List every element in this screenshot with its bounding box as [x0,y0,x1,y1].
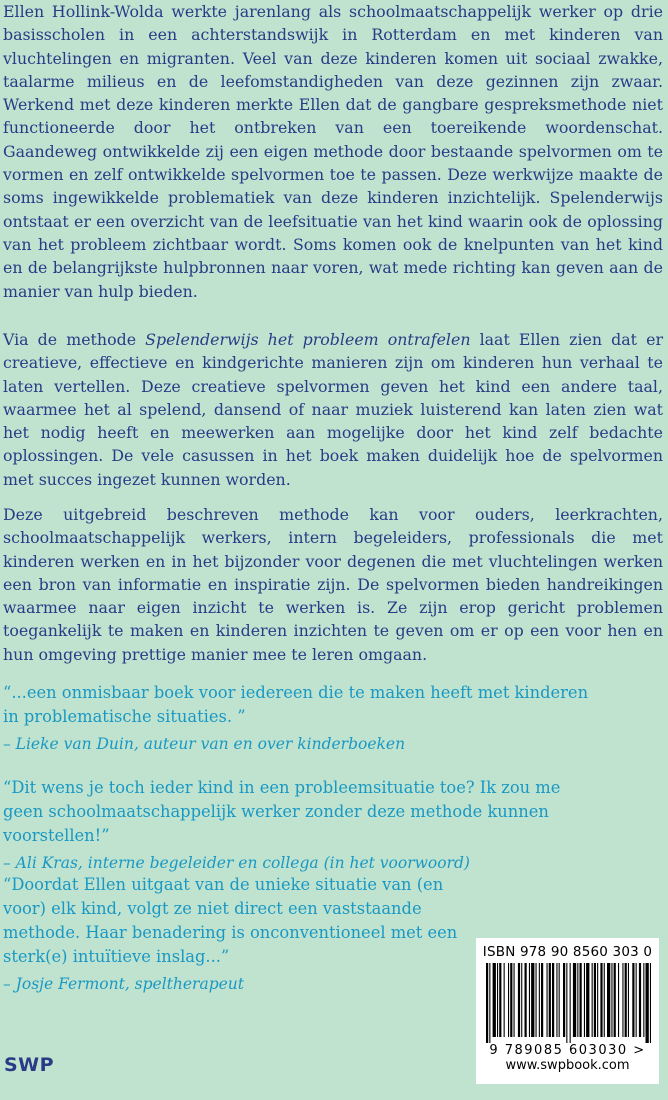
barcode-bar [503,963,504,1037]
quote-text: “...een onmisbaar boek voor iedereen die te maken heeft met kinderen in problematische situaties. ” [3,683,589,726]
barcode-bar [528,963,529,1037]
barcode-bar [497,963,498,1037]
barcode-bar [563,963,565,1037]
barcode-bar [632,963,634,1037]
barcode-bar [600,963,602,1037]
barcode-bar [627,963,628,1037]
barcode-bar [569,963,570,1043]
barcode-bar [521,963,522,1037]
barcode-bar [489,963,490,1043]
barcode-bar [499,963,501,1037]
barcode-bar [541,963,543,1037]
barcode-bar [558,963,559,1037]
barcode-bar [638,963,640,1037]
barcode-bar [603,963,604,1037]
quote-attribution: – Josje Fermont, speltherapeut [3,975,245,993]
publisher-url: www.swpbook.com [505,1058,630,1073]
barcode-bar [579,963,581,1037]
barcode-bar [492,963,495,1037]
quote-josje-fermont [3,873,463,995]
barcode-bar [649,963,650,1043]
barcode-bar [510,963,512,1037]
barcode-bar [611,963,612,1037]
barcode-bar [622,963,623,1037]
barcode-bar [552,963,554,1037]
isbn-barcode [476,938,659,1084]
barcode-bar [548,963,550,1037]
barcode-bar [538,963,539,1037]
isbn-label: ISBN 978 90 8560 303 0 [482,944,653,960]
barcode-icon [484,963,652,1043]
method-paragraph-rest: laat Ellen zien dat er creatieve, effectieve en kindgerichte manieren zijn om kinderen hun verhaal te laten vertellen. Deze creatieve spelvormen geven het kind een andere taal, waarmee het al spelend, dansend of naar muziek luisterend kan laten zien wat het nodig heeft en meewerken aan mogelijke door het kind zelf bedachte oplossingen. De vele casussen in het boek maken duidelijk hoe de spelvormen met succes ingezet kunnen worden. [3,330,663,489]
quote-text: “Doordat Ellen uitgaat van de unieke situatie van (en voor) elk kind, volgt ze niet direct een vaststaande methode. Haar benadering is onconventioneel met een sterk(e) intuïtieve inslag...” [3,875,458,966]
barcode-bar [535,963,536,1037]
quote-attribution: – Ali Kras, interne begeleider en collega (in het voorwoord) [3,854,470,872]
barcode-bar [593,963,595,1037]
barcode-bar [607,963,610,1037]
quote-ali-kras [3,776,603,874]
barcode-digits: 9 789085 603030 > [489,1043,646,1058]
barcode-bar [645,963,648,1043]
barcode-bar [635,963,636,1037]
book-title: Spelenderwijs het probleem ontrafelen [145,330,471,349]
barcode-bar [618,963,619,1037]
barcode-bar [624,963,626,1037]
barcode-bar [486,963,488,1043]
quote-lieke-van-duin [3,681,603,755]
publisher-logo: SWP [4,1054,55,1076]
barcode-bar [546,963,547,1037]
barcode-bar [508,963,509,1037]
quote-attribution: – Lieke van Duin, auteur van en over kinderboeken [3,735,406,753]
method-paragraph [3,328,663,491]
intro-paragraph: Ellen Hollink-Wolda werkte jarenlang als schoolmaatschappelijk werker op drie basisscholen in een achterstandswijk in Rotterdam en met kinderen van vluchtelingen en migranten. Veel van deze kinderen komen uit sociaal zwakke, taalarme milieus en de leefomstandigheden van deze gezinnen zijn zwaar. Werkend met deze kinderen merkte Ellen dat de gangbare gespreksmethode niet functioneerde door het ontbreken van een toereikende woordenschat. Gaandeweg ontwikkelde zij een eigen methode door bestaande spelvormen om te vormen en zelf ontwikkelde spelvormen toe te passen. Deze werkwijze maakte de soms ingewikkelde problematiek van deze kinderen inzichtelijk. Spelenderwijs ontstaat er een overzicht van de leefsituatie van het kind waarin ook de oplossing van het probleem zichtbaar wordt. Soms komen ook de knelpunten van het kind en de belangrijkste hulpbronnen naar voren, wat mede richting kan geven aan de manier van hulp bieden. [3,2,663,301]
quote-text: “Dit wens je toch ieder kind in een probleemsituatie toe? Ik zou me geen schoolmaatschappelijk werker zonder deze methode kunnen voorstellen!” [3,778,561,845]
barcode-bar [597,963,598,1037]
barcode-bar [517,963,519,1037]
barcode-bar [572,963,575,1037]
barcode-bar [556,963,557,1037]
audience-paragraph: Deze uitgebreid beschreven methode kan voor ouders, leerkrachten, schoolmaatschappelijk werkers, intern begeleiders, professionals die met kinderen werken en in het bijzonder voor degenen die met vluchtelingen werken een bron van informatie en inspiratie zijn. De spelvormen bieden handreikingen waarmee naar eigen inzicht te werken is. Ze zijn erop gericht problemen toegankelijk te maken en kinderen inzichten te geven om er op een voor hen en hun omgeving prettige manier mee te leren omgaan. [3,505,663,664]
barcode-bar [577,963,578,1037]
barcode-bar [513,963,514,1037]
barcode-bar [531,963,534,1037]
barcode-bar [524,963,526,1037]
method-paragraph-lead: Via de methode [3,330,146,349]
barcode-bar [591,963,592,1037]
barcode-bar [586,963,589,1037]
barcode-bar [613,963,615,1037]
barcode-bar [643,963,644,1037]
barcode-bar [566,963,567,1043]
barcode-bar [583,963,584,1037]
